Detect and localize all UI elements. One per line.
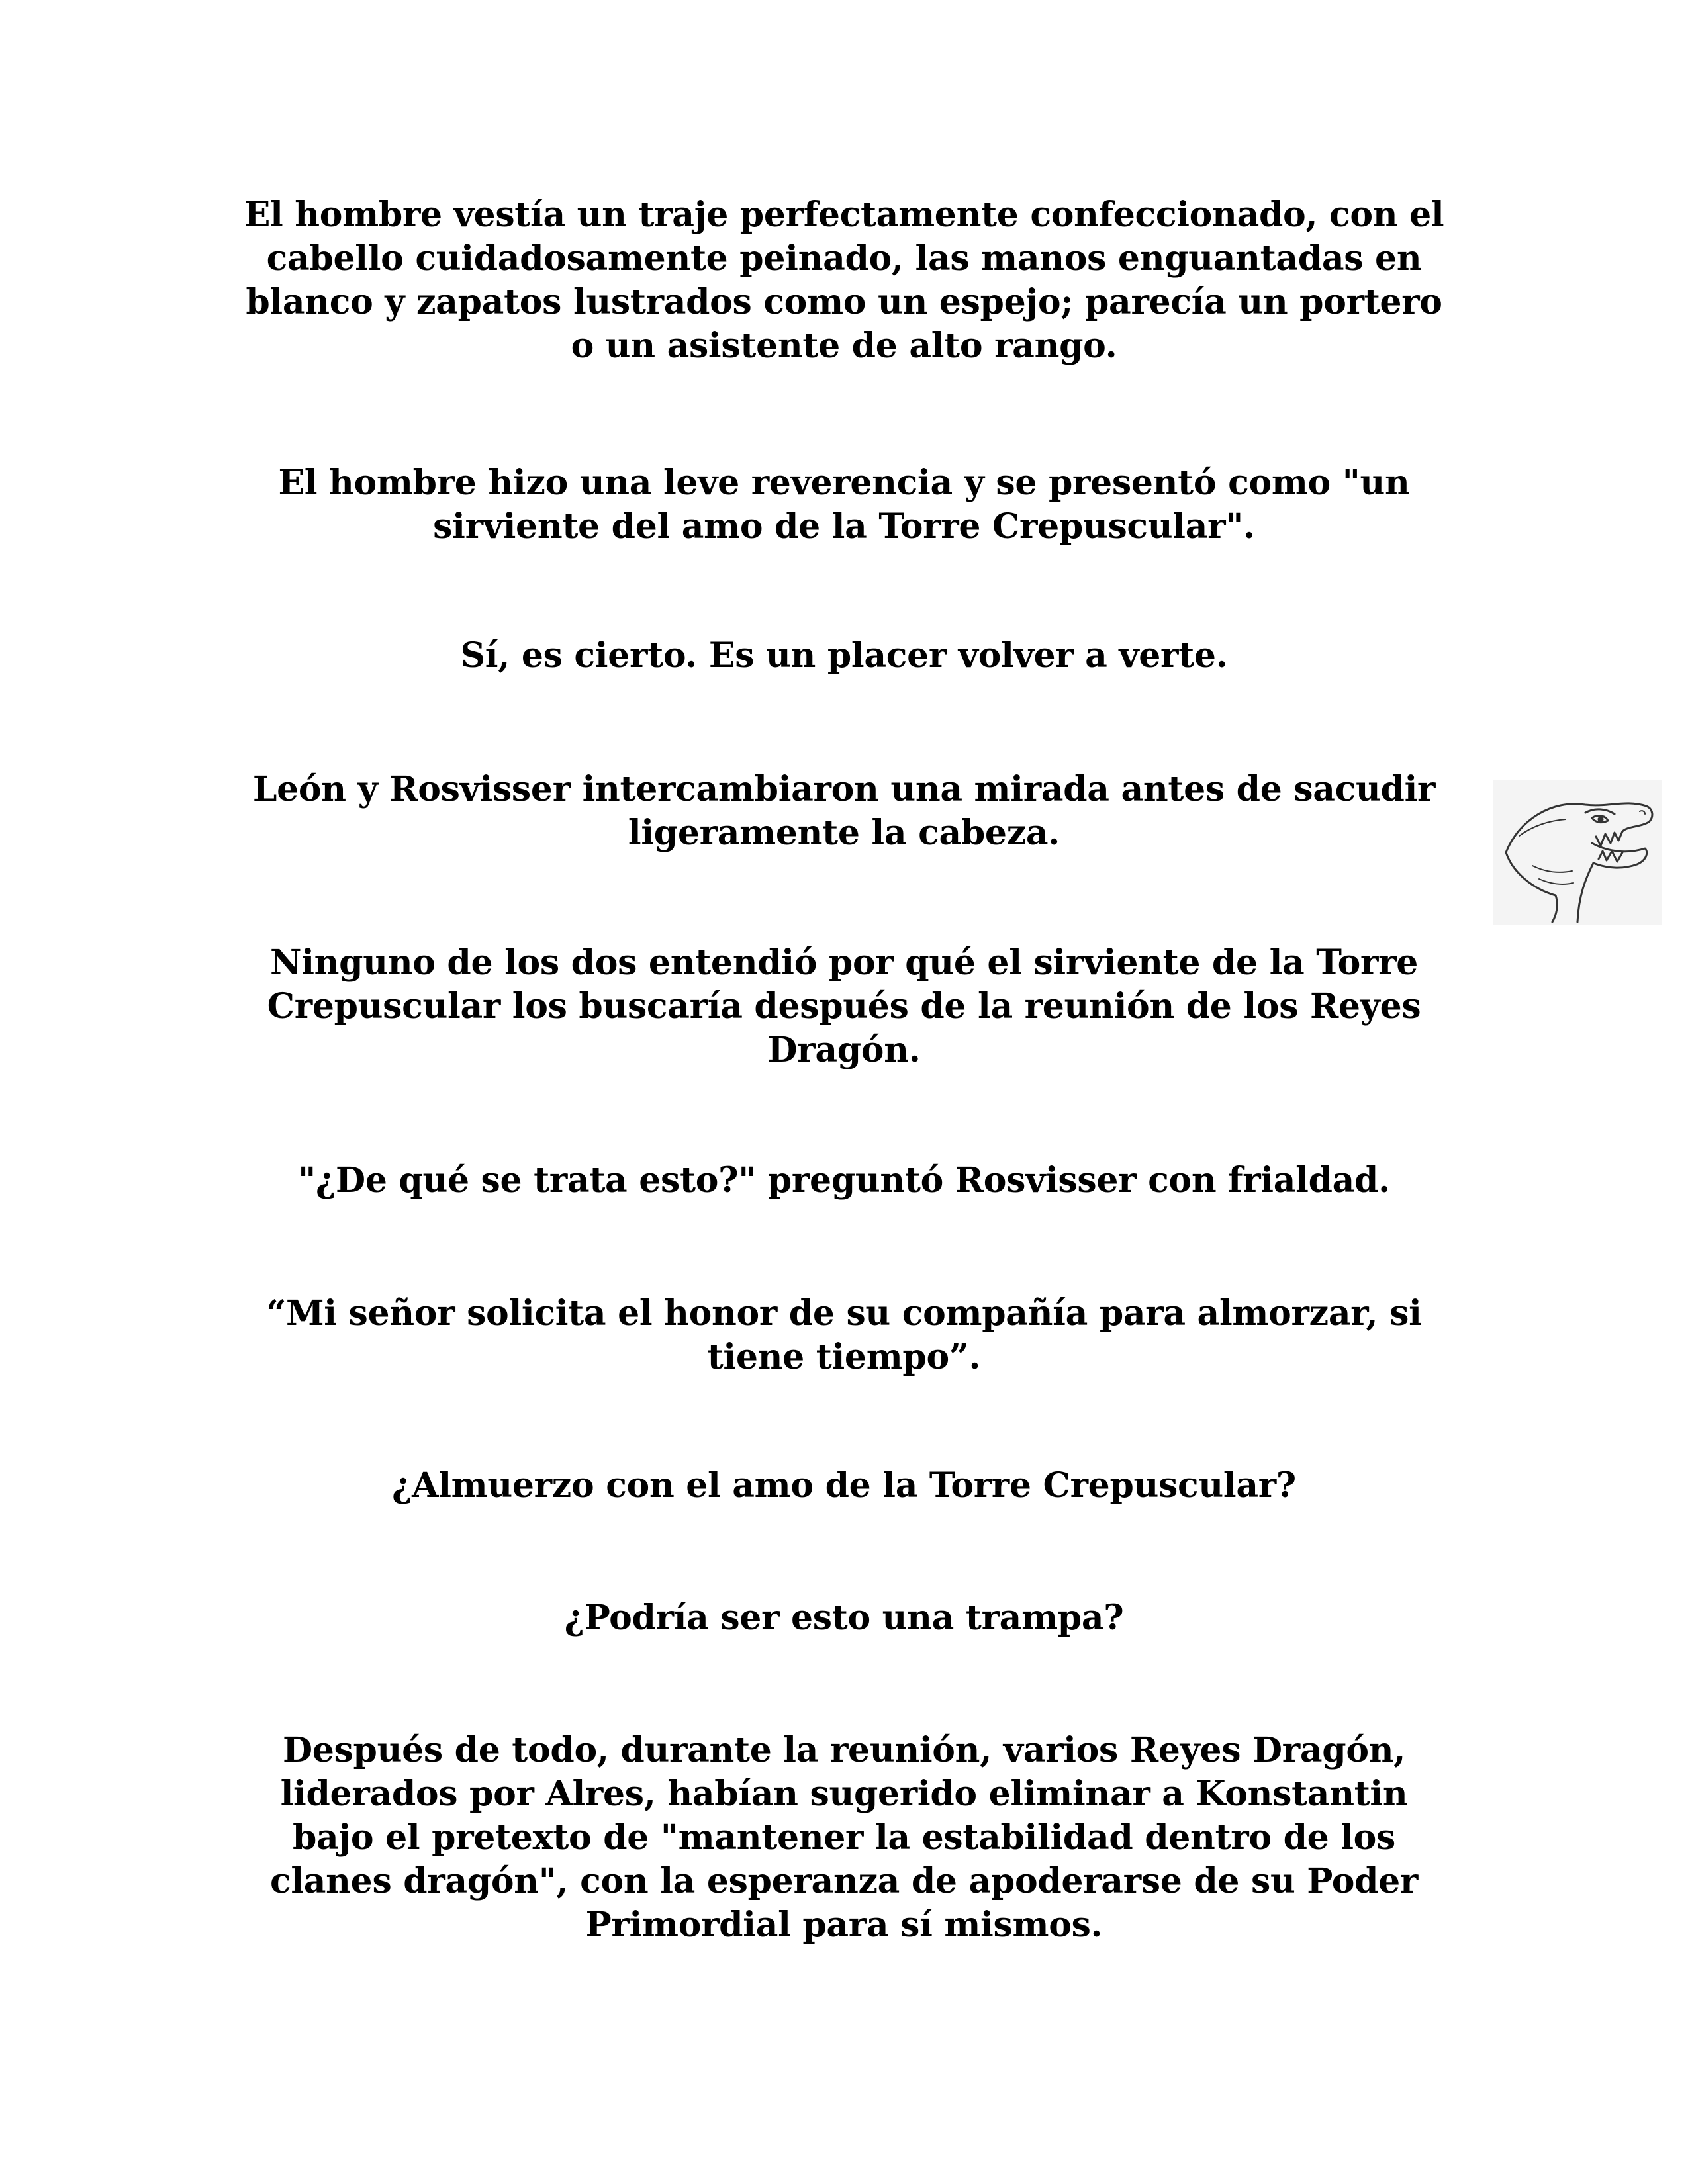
paragraph-2: El hombre hizo una leve reverencia y se presentó como "un sirviente del amo de la Torre Crepuscular". — [278, 463, 1410, 547]
paragraph-3: Sí, es cierto. Es un placer volver a verte. — [460, 635, 1228, 676]
paragraph-7: “Mi señor solicita el honor de su compañía para almorzar, si tiene tiempo”. — [266, 1293, 1422, 1377]
paragraph-8: ¿Almuerzo con el amo de la Torre Crepuscular? — [392, 1465, 1296, 1506]
paragraph-6: "¿De qué se trata esto?" preguntó Rosvisser con frialdad. — [298, 1160, 1390, 1201]
paragraph-4: León y Rosvisser intercambiaron una mirada antes de sacudir ligeramente la cabeza. — [252, 769, 1436, 853]
paragraph-9: ¿Podría ser esto una trampa? — [564, 1598, 1124, 1638]
paragraph-1: El hombre vestía un traje perfectamente confeccionado, con el cabello cuidadosamente peinado, las manos enguantadas en blanco y zapatos lustrados como un espejo; parecía un portero o un asistente de alto rango. — [244, 195, 1444, 366]
dragon-head-sketch-icon — [1493, 780, 1662, 925]
paragraph-5: Ninguno de los dos entendió por qué el sirviente de la Torre Crepuscular los buscaría después de la reunión de los Reyes Dragón. — [267, 942, 1421, 1070]
paragraph-10: Después de todo, durante la reunión, varios Reyes Dragón, liderados por Alres, habían sugerido eliminar a Konstantin bajo el pretexto de "mantener la estabilidad dentro de los clanes dragón", con la esperanza de apoderarse de su Poder Primordial para sí mismos. — [269, 1730, 1419, 1945]
